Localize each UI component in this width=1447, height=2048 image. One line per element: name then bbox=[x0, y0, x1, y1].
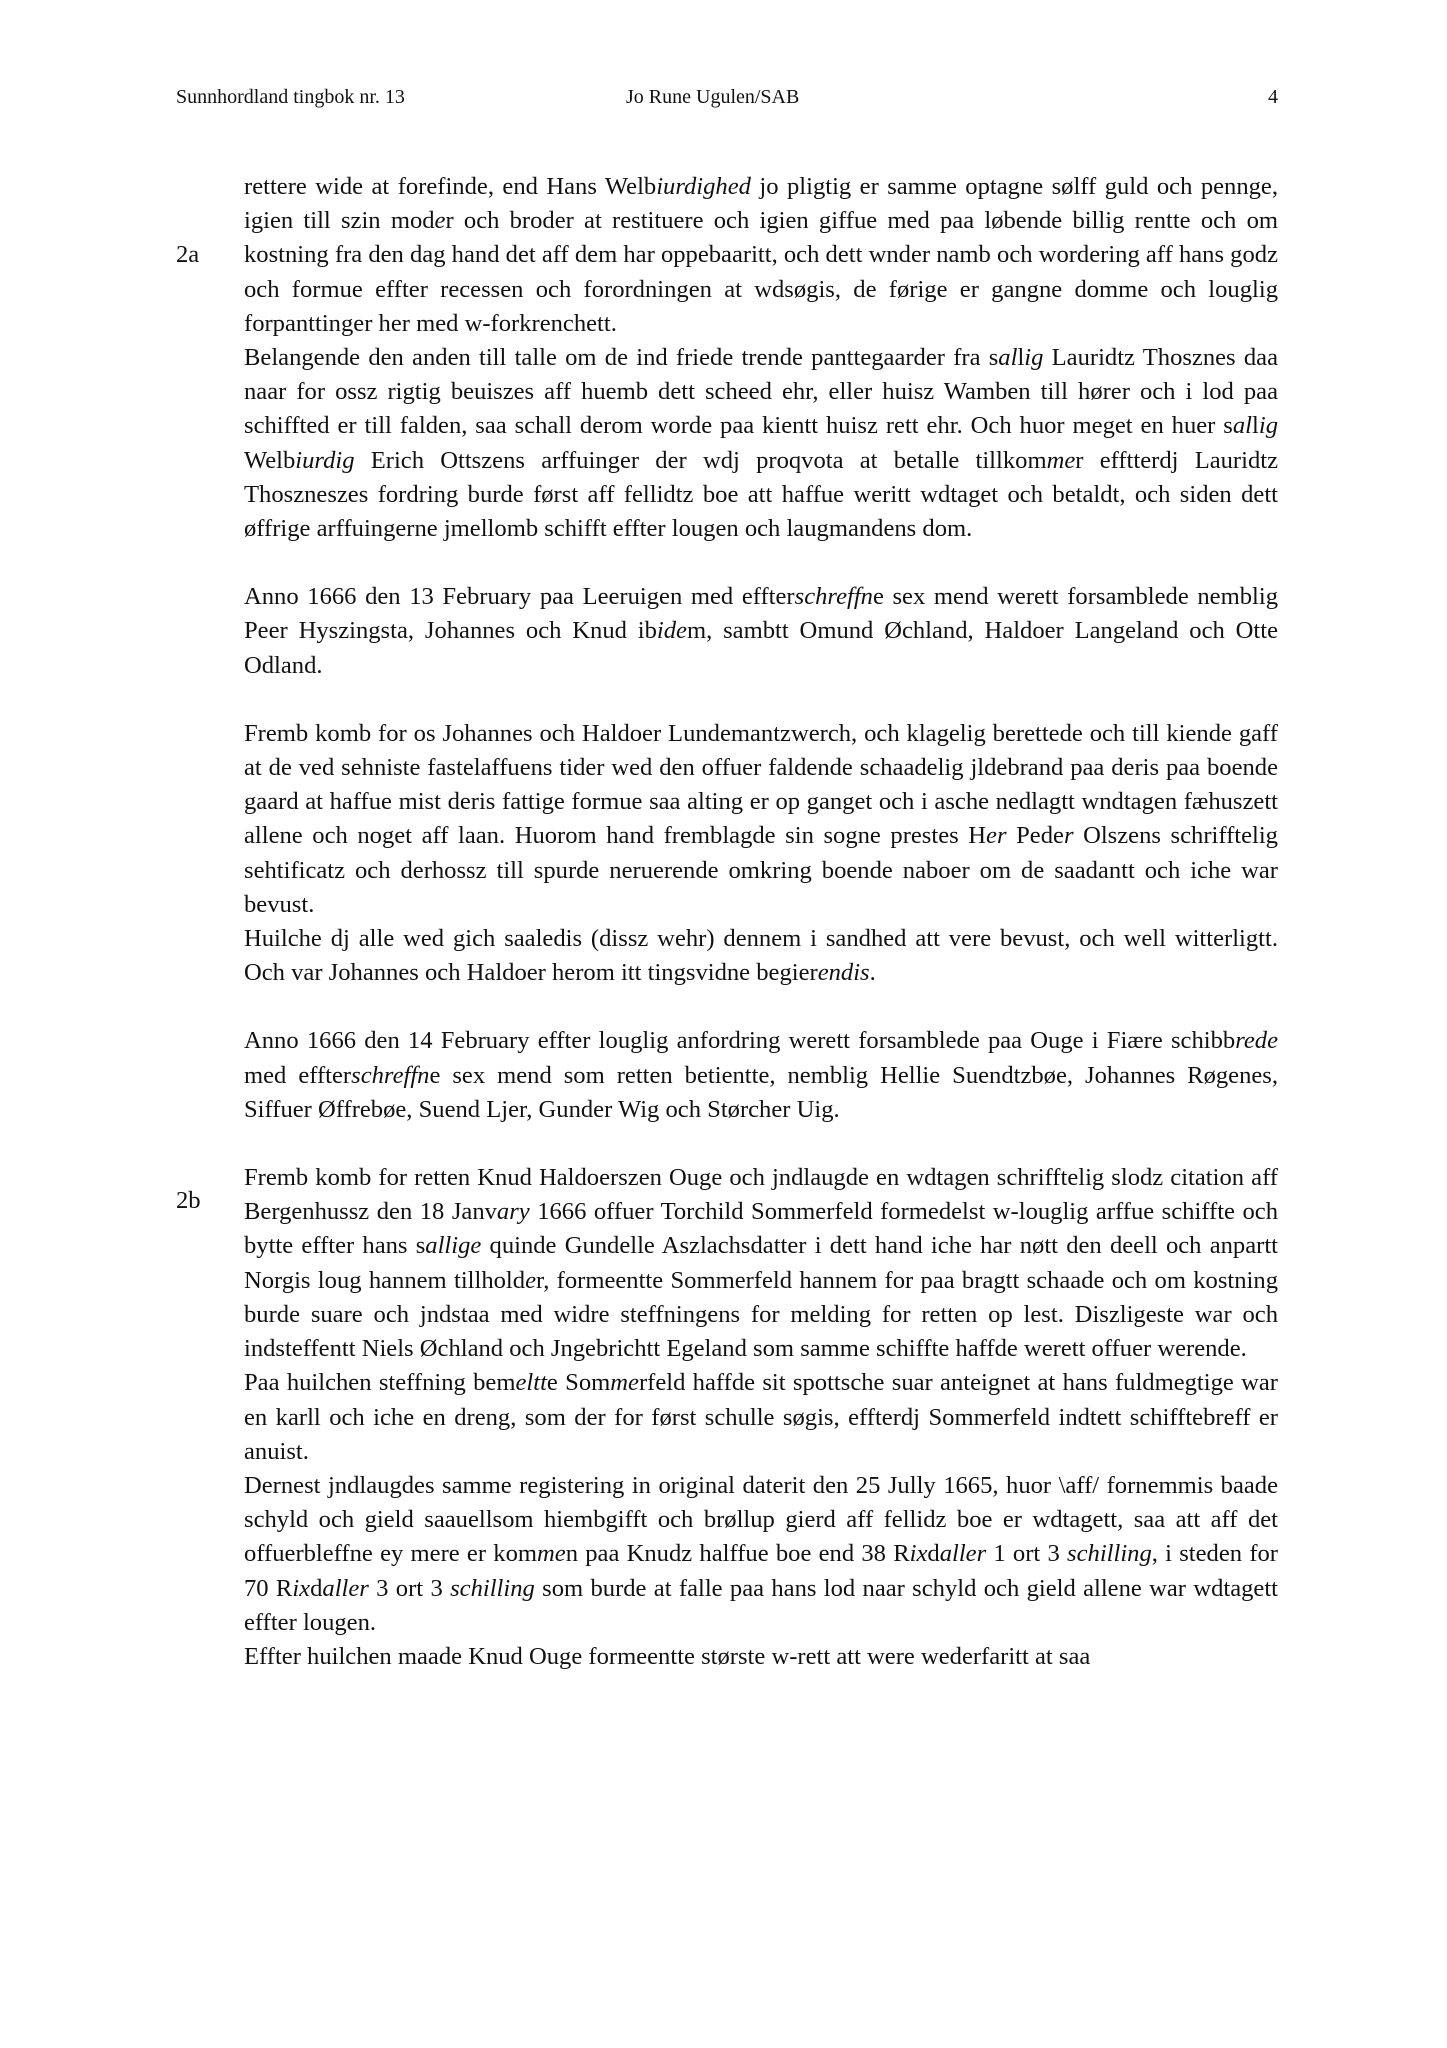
text-run: Olszens schrifftelig sehtificatz och derhossz till spurde neruerende omkring boende naboer om de saadantt och iche war bevust. bbox=[244, 822, 1278, 918]
text-run: Anno 1666 den 14 February effter louglig anfordring werett forsamblede paa Ouge i Fiære schibb bbox=[244, 1027, 1236, 1055]
text-run: som burde at falle paa hans lod naar schyld och gield allene war wdtagett effter lougen. bbox=[244, 1574, 1279, 1636]
italic-run: me bbox=[537, 1540, 566, 1568]
italic-run: schreffn bbox=[794, 583, 873, 611]
text-run: rfeld haffde sit spottsche suar anteignet at hans fuldmegtige war en karll och iche en dreng, som der for først schulle søgis, effterdj Sommerfeld indtett schifftebreff er anuist. bbox=[244, 1369, 1278, 1465]
text-run: . bbox=[869, 959, 876, 987]
text-run: r och broder at restituere och igien giffue med paa løbende billig rentte och om kostning fra den dag hand det aff dem har oppebaaritt, och dett wnder namb och wordering aff hans godz och formue effter recessen och forordningen at wdsøgis, de førige er gangne domme och louglig forpanttinger her med w-forkrenchett. bbox=[244, 207, 1278, 337]
italic-run: er bbox=[986, 822, 1007, 850]
italic-run: aller bbox=[322, 1574, 369, 1602]
italic-run: allige bbox=[425, 1232, 482, 1260]
italic-run: ix bbox=[909, 1540, 928, 1568]
text-run: r efftterdj Lauridtz Thoszneszes fordring burde først aff fellidtz boe att haffue weritt wdtaget och betaldt, och siden dett øffrige arffuingerne jmellomb schifft effter lougen och laugmandens dom. bbox=[244, 446, 1278, 543]
header-page-number: 4 bbox=[1268, 86, 1278, 108]
paragraph bbox=[244, 1024, 1278, 1127]
text-run: l bbox=[1252, 412, 1259, 440]
text-run: Anno 1666 den 13 February paa Leeruigen med effter bbox=[244, 583, 795, 611]
text-run: Pede bbox=[1006, 822, 1064, 850]
paragraph bbox=[244, 1469, 1278, 1640]
paragraph bbox=[244, 341, 1278, 546]
text-run: Huilche dj alle wed gich saaledis (dissz wehr) dennem i sandhed att vere bevust, och well witterligtt. Och var Johannes och Haldoer herom itt tingsvidne begier bbox=[244, 925, 1278, 987]
text-run: Dernest jndlaugdes samme registering in original daterit den 25 Jully 1665, huor \aff/ fornemmis baade schyld och gield saauellsom hiembgifft och brøllup gierd aff fellidz boe er wdtagett, saa att aff det offuerbleffne ey mere er kom bbox=[244, 1471, 1278, 1568]
text-run: jo pligtig er samme optagne sølff guld och pennge, igien till szin mod bbox=[244, 173, 1278, 235]
text-run: e sex mend som retten betientte, nemblig Hellie Suendtzbøe, Johannes Røgenes, Siffuer Øffrebøe, Suend Ljer, Gunder Wig och Størcher Uig. bbox=[244, 1061, 1279, 1123]
text-run: e Som bbox=[546, 1369, 611, 1397]
text-run: med effter bbox=[244, 1061, 352, 1089]
text-run: Erich Ottszens arffuinger der wdj proqvota at betalle tillkom bbox=[354, 446, 1047, 474]
text-run: Lauridtz Thosznes daa naar for ossz rigtig beuiszes aff huemb dett scheed ehr, eller huisz Wamben till hører och i lod paa schiffted er till falden, saa schall derom worde paa kientt huisz rett ehr. Och huor meget en huer s bbox=[244, 344, 1278, 440]
text-run: m, sambtt Omund Øchland, Haldoer Langeland och Otte Odland. bbox=[244, 617, 1278, 679]
italic-run: ig bbox=[1258, 412, 1278, 440]
italic-run: al bbox=[998, 344, 1018, 372]
header-book-title: Sunnhordland tingbok nr. 13 bbox=[176, 86, 405, 108]
italic-run: schilling bbox=[1067, 1540, 1152, 1568]
margin-note-2a: 2a bbox=[176, 241, 200, 268]
paragraph bbox=[244, 580, 1278, 683]
text-run: 1666 offuer Torchild Sommerfeld formedelst w-louglig arffue schiffte och bytte effter hans s bbox=[244, 1198, 1278, 1260]
italic-run: ary bbox=[496, 1198, 530, 1226]
paragraph bbox=[244, 1366, 1278, 1469]
text-run: , i steden for 70 R bbox=[244, 1540, 1278, 1602]
transcription-body bbox=[244, 170, 1278, 1674]
text-run: d bbox=[310, 1574, 323, 1602]
margin-note-2b: 2b bbox=[176, 1187, 201, 1214]
text-run: l bbox=[1017, 344, 1025, 372]
header-author: Jo Rune Ugulen/SAB bbox=[626, 86, 800, 108]
italic-run: r bbox=[1063, 822, 1074, 850]
paragraph bbox=[244, 1640, 1278, 1674]
italic-run: me bbox=[1046, 446, 1076, 474]
italic-run: schilling bbox=[450, 1574, 535, 1602]
text-run: 1 ort 3 bbox=[986, 1540, 1068, 1568]
text-run: Welb bbox=[244, 446, 296, 474]
text-run: e sex mend werett forsamblede nemblig Peer Hyszingsta, Johannes och Knud ib bbox=[244, 583, 1278, 645]
text-run: Fremb komb for os Johannes och Haldoer Lundemantzwerch, och klagelig berettede och till kiende gaff at de ved sehniste fastelaffuens tider wed den offuer faldende schaadelig jldebrand paa deris paa boende gaard at haffue mist deris fattige formue saa alting er op ganget och i asche nedlagtt wndtagen fæhuszett allene och noget aff laan. Huorom hand fremblagde sin sogne prestes H bbox=[244, 719, 1278, 850]
paragraph bbox=[244, 922, 1278, 990]
italic-run: iurdighed bbox=[656, 173, 751, 200]
text-run: d bbox=[927, 1540, 940, 1568]
italic-run: e bbox=[525, 1266, 536, 1294]
italic-run: schreffn bbox=[351, 1061, 430, 1089]
text-run: Effter huilchen maade Knud Ouge formeentte største w-rett att were wederfaritt at saa bbox=[244, 1642, 1091, 1670]
page-header bbox=[176, 86, 1278, 116]
italic-run: iurdig bbox=[295, 446, 355, 474]
text-run: rettere wide at forefinde, end Hans Welb bbox=[244, 173, 657, 200]
text-run: quinde Gundelle Aszlachsdatter i dett hand iche har nøtt den deell och anpartt Norgis loug hannem tillhold bbox=[244, 1232, 1278, 1294]
italic-run: aller bbox=[939, 1540, 987, 1568]
italic-run: ig bbox=[1024, 344, 1044, 372]
italic-run: eltt bbox=[515, 1369, 547, 1397]
italic-run: rede bbox=[1235, 1027, 1278, 1055]
italic-run: me bbox=[610, 1369, 639, 1397]
italic-run: al bbox=[1232, 412, 1253, 440]
text-run: Belangende den anden till talle om de ind friede trende panttegaarder fra s bbox=[244, 344, 999, 372]
text-run: n paa Knudz halffue boe end 38 R bbox=[565, 1540, 910, 1568]
italic-run: e bbox=[434, 207, 446, 235]
paragraph bbox=[244, 1161, 1278, 1366]
italic-run: ix bbox=[292, 1574, 311, 1602]
italic-run: endis bbox=[817, 959, 870, 987]
italic-run: ide bbox=[656, 617, 687, 645]
text-run: 3 ort 3 bbox=[368, 1574, 451, 1602]
paragraph bbox=[244, 717, 1278, 922]
text-run: Paa huilchen steffning bem bbox=[244, 1369, 516, 1397]
text-run: r, formeentte Sommerfeld hannem for paa bragtt schaade och om kostning burde suare och jndstaa med widre steffningens for melding for retten op lest. Diszligeste war och indsteffentt Niels Øchland och Jngebrichtt Egeland som samme schiffte haffde werett offuer werende. bbox=[244, 1266, 1278, 1363]
paragraph bbox=[244, 170, 1278, 341]
text-run: Fremb komb for retten Knud Haldoerszen Ouge och jndlaugde en wdtagen schrifftelig slodz citation aff Bergenhussz den 18 Janv bbox=[244, 1164, 1278, 1226]
